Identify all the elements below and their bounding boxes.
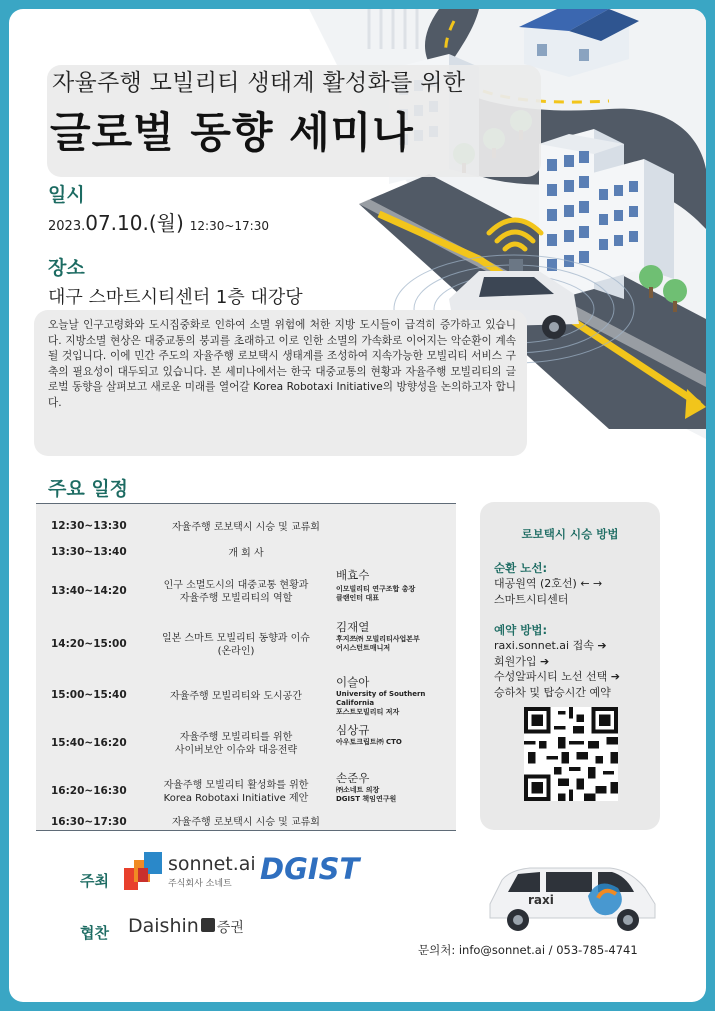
speaker-affiliation: ㈜소네트 의장 DGIST 책임연구원: [336, 786, 397, 803]
speaker-affiliation: 아우토크립트㈜ CTO: [336, 738, 402, 746]
speaker-affiliation: University of Southern California 포스트모빌리티 저자: [336, 690, 426, 716]
event-year: 2023.: [48, 219, 86, 234]
schedule-top-rule: [36, 503, 456, 504]
booking-text: raxi.sonnet.ai 접속 ➔ 회원가입 ➔ 수성알파시티 노선 선택 ➔ 승하차 및 탑승시간 예약: [494, 639, 620, 699]
schedule-time: 12:30~13:30: [51, 520, 127, 532]
daishin-korean: 증권: [216, 920, 244, 936]
schedule-time: 14:20~15:00: [51, 637, 127, 650]
schedule-time: 13:30~13:40: [51, 546, 127, 558]
daishin-mark-icon: [201, 918, 215, 932]
schedule-topic: 일본 스마트 모빌리티 동향과 이슈 (온라인): [162, 632, 310, 657]
schedule-topic: 자율주행 로보택시 시승 및 교류회: [172, 521, 320, 533]
schedule-topic: 개 회 사: [228, 547, 264, 559]
speaker-name: 김재열: [336, 620, 370, 634]
schedule-time: 15:40~16:20: [51, 737, 127, 749]
speaker-name: 손준우: [336, 771, 370, 785]
venue-label: 장소: [48, 257, 85, 279]
schedule-topic: 자율주행 모빌리티 활성화를 위한 Korea Robotaxi Initiative 제안: [163, 779, 309, 804]
venue-text: 대구 스마트시티센터 1층 대강당: [48, 287, 303, 308]
schedule-bottom-rule: [36, 830, 456, 831]
contact-info: 문의처: info@sonnet.ai / 053-785-4741: [418, 943, 638, 957]
schedule-time: 13:40~14:20: [51, 585, 127, 597]
schedule-time: 16:30~17:30: [51, 815, 127, 828]
schedule-time: 16:20~16:30: [51, 784, 127, 797]
event-time: 12:30~17:30: [189, 219, 269, 233]
speaker-name: 심상규: [336, 723, 370, 737]
dgist-logo: [258, 851, 364, 885]
speaker-name: 배효수: [336, 568, 370, 582]
speaker-affiliation: 후지쯔㈜ 모빌리티사업본부 어시스턴트매니저: [336, 635, 420, 652]
sonnet-korean-name: 주식회사 소네트: [168, 879, 232, 889]
qr-code[interactable]: [524, 707, 618, 801]
schedule-title: 주요 일정: [48, 478, 129, 500]
speaker-affiliation: 이모빌리티 연구조합 총장 클랜인터 대표: [336, 585, 416, 602]
booking-label: 예약 방법:: [494, 623, 548, 637]
date-label: 일시: [48, 184, 85, 206]
raxi-car-image: [480, 852, 660, 934]
daishin-brand: Daishin: [128, 915, 199, 937]
sonnet-brand: sonnet.ai: [168, 853, 256, 875]
schedule-time: 15:00~15:40: [51, 689, 127, 701]
speaker-name: 이슬아: [336, 675, 370, 689]
event-datetime: [48, 207, 269, 236]
cosponsor-label: 협찬: [80, 924, 109, 942]
host-label: 주최: [80, 872, 109, 890]
sonnet-logo-icon: [124, 852, 162, 890]
route-text: 대공원역 (2호선) ← → 스마트시티센터: [494, 577, 603, 606]
schedule-topic: 자율주행 모빌리티를 위한 사이버보안 이슈와 대응전략: [174, 732, 298, 756]
schedule-topic: 인구 소멸도시의 대중교통 현황과 자율주행 모빌리티의 역할: [163, 580, 309, 604]
daishin-logo: [128, 915, 244, 937]
event-title: 글로벌 동향 세미나: [50, 108, 414, 157]
event-subtitle: 자율주행 모빌리티 생태계 활성화를 위한: [52, 70, 466, 96]
car-brand-text: raxi: [528, 893, 554, 907]
schedule-topic: 자율주행 로보택시 시승 및 교류회: [172, 817, 320, 828]
route-label: 순환 노선:: [494, 561, 548, 575]
dgist-wordmark: DGIST: [260, 852, 360, 885]
test-ride-title: 로보택시 시승 방법: [521, 527, 619, 541]
schedule-topic: 자율주행 모빌리티와 도시공간: [170, 690, 302, 702]
description-text: 오늘날 인구고령화와 도시집중화로 인하여 소멸 위험에 처한 지방 도시들이 급격히 증가하고 있습니다. 지방소멸 현상은 대중교통의 붕괴를 초래하고 이로 인한 소멸의 가속화로 이어지는 악순환이 계속될 것입니다. 이에 민간 주도의 자율주행 로보택시 생태계를 조성하여 지속가능한 모빌리티 서비스 구축의 필요성이 대두되고 있습니다. 본 세미나에서는 한국 대중교통의 현황과 자율주행 모빌리티의 글로벌 동향을 살펴보고 새로운 미래를 열어갈 Korea Robotaxi Initiative의 방향성을 논의하고자 합니다.: [48, 319, 516, 409]
event-date: 07.10.(월): [85, 211, 184, 235]
